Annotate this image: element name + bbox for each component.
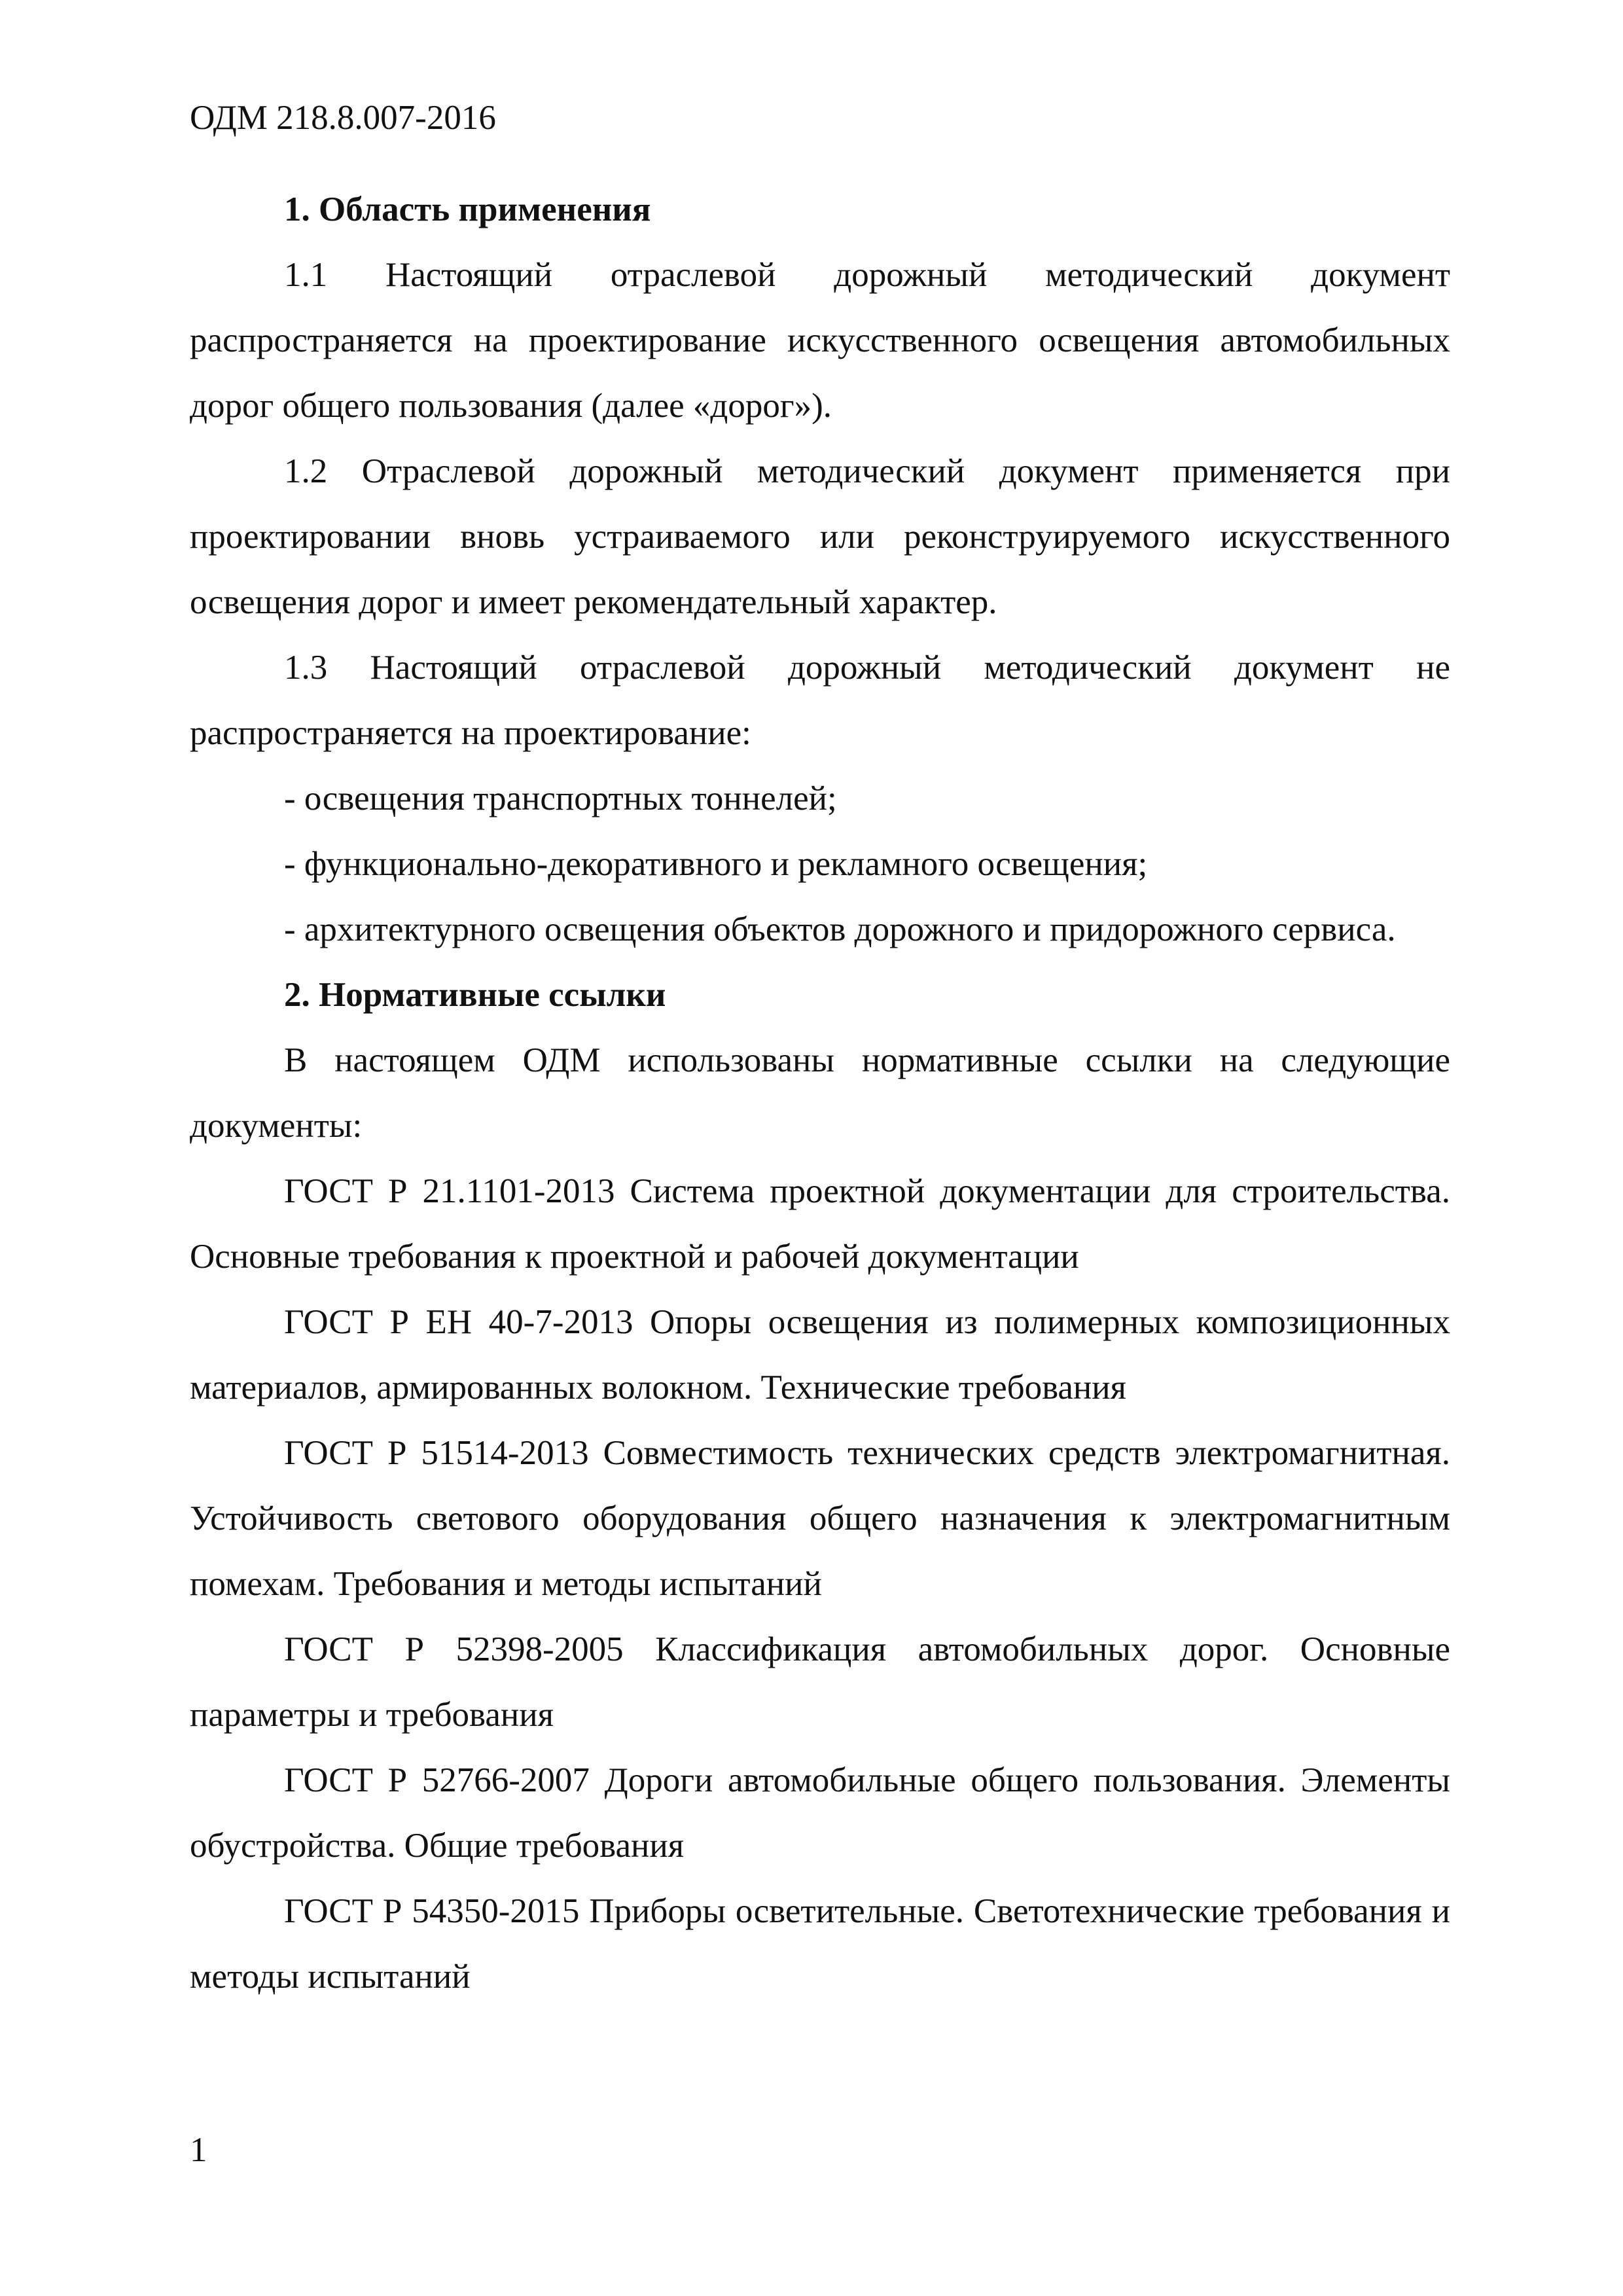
paragraph: В настоящем ОДМ использованы нормативные ссылки на следующие документы: <box>190 1041 1450 1145</box>
page-number: 1 <box>190 2131 207 2169</box>
section-title: 1. Область применения <box>284 190 651 228</box>
paragraph: 1.1 Настоящий отраслевой дорожный методический документ распространяется на проектирование искусственного освещения автомобильных дорог общего пользования (далее «дорог»). <box>190 256 1450 425</box>
list-item: - архитектурного освещения объектов дорожного и придорожного сервиса. <box>284 910 1396 948</box>
paragraph: 1.2 Отраслевой дорожный методический документ применяется при проектировании вновь устраиваемого или реконструируемого искусственного освещения дорог и имеет рекомендательный характер. <box>190 452 1450 621</box>
document-body <box>190 177 1450 2009</box>
list-item: - функционально-декоративного и рекламного освещения; <box>284 845 1148 883</box>
reference-item: ГОСТ Р ЕН 40-7-2013 Опоры освещения из полимерных композиционных материалов, армированных волокном. Технические требования <box>190 1303 1450 1407</box>
paragraph: 1.3 Настоящий отраслевой дорожный методический документ не распространяется на проектирование: <box>190 649 1450 752</box>
list-item: - освещения транспортных тоннелей; <box>284 780 837 817</box>
document-code: ОДМ 218.8.007-2016 <box>190 99 496 137</box>
reference-item: ГОСТ Р 51514-2013 Совместимость технических средств электромагнитная. Устойчивость светового оборудования общего назначения к электромагнитным помехам. Требования и методы испытаний <box>190 1434 1450 1603</box>
reference-item: ГОСТ Р 54350-2015 Приборы осветительные. Светотехнические требования и методы испытаний <box>190 1892 1450 1996</box>
reference-item: ГОСТ Р 21.1101-2013 Система проектной документации для строительства. Основные требования к проектной и рабочей документации <box>190 1172 1450 1276</box>
reference-item: ГОСТ Р 52766-2007 Дороги автомобильные общего пользования. Элементы обустройства. Общие требования <box>190 1761 1450 1865</box>
reference-item: ГОСТ Р 52398-2005 Классификация автомобильных дорог. Основные параметры и требования <box>190 1630 1450 1734</box>
section-title: 2. Нормативные ссылки <box>284 976 666 1014</box>
